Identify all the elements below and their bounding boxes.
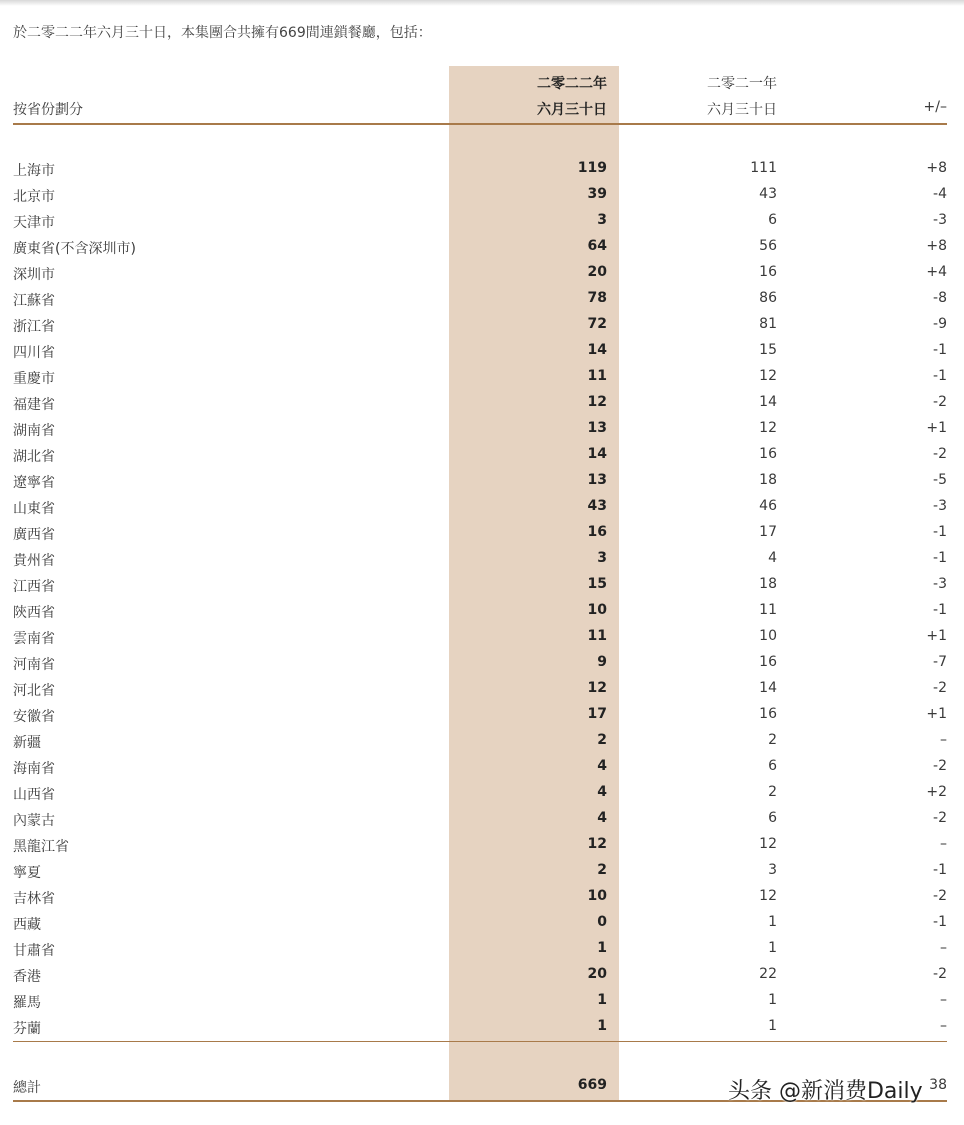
cell-y2021: 43 [759, 186, 777, 202]
cell-region: 山東省 [13, 501, 55, 517]
cell-y2021: 10 [759, 628, 777, 644]
cell-region: 山西省 [13, 787, 55, 803]
table-row [13, 238, 947, 264]
total-change: 38 [929, 1077, 947, 1093]
cell-change: -5 [933, 472, 947, 488]
table-row [13, 732, 947, 758]
cell-region: 廣東省(不含深圳市) [13, 241, 136, 257]
cell-change: -2 [933, 394, 947, 410]
cell-change: -2 [933, 810, 947, 826]
cell-change: +8 [926, 160, 947, 176]
header-2022-line2: 六月三十日 [537, 102, 607, 118]
cell-change: -2 [933, 446, 947, 462]
cell-y2022: 1 [597, 940, 607, 956]
cell-change: -2 [933, 680, 947, 696]
cell-y2021: 6 [768, 758, 777, 774]
cell-change: +1 [926, 420, 947, 436]
cell-y2021: 17 [759, 524, 777, 540]
cell-y2021: 111 [750, 160, 777, 176]
table-row [13, 602, 947, 628]
table-row [13, 992, 947, 1018]
cell-change: -1 [933, 914, 947, 930]
table-row [13, 888, 947, 914]
table-row [13, 160, 947, 186]
cell-y2022: 20 [587, 966, 607, 982]
cell-y2021: 14 [759, 680, 777, 696]
cell-y2022: 4 [597, 810, 607, 826]
table-row [13, 628, 947, 654]
table-row [13, 576, 947, 602]
cell-y2021: 12 [759, 888, 777, 904]
cell-y2021: 14 [759, 394, 777, 410]
table-row [13, 810, 947, 836]
cell-y2022: 1 [597, 1018, 607, 1034]
cell-y2022: 9 [597, 654, 607, 670]
table-row [13, 966, 947, 992]
cell-y2022: 0 [597, 914, 607, 930]
cell-change: – [940, 940, 947, 956]
cell-region: 河北省 [13, 683, 55, 699]
table-row [13, 368, 947, 394]
table-row [13, 472, 947, 498]
cell-y2022: 16 [587, 524, 607, 540]
cell-change: -1 [933, 602, 947, 618]
cell-region: 深圳市 [13, 267, 55, 283]
cell-y2021: 12 [759, 420, 777, 436]
cell-y2022: 3 [597, 212, 607, 228]
cell-y2021: 56 [759, 238, 777, 254]
cell-y2022: 10 [587, 888, 607, 904]
cell-y2022: 11 [587, 628, 607, 644]
table-row [13, 836, 947, 862]
cell-y2022: 15 [587, 576, 607, 592]
cell-change: -9 [933, 316, 947, 332]
cell-y2021: 16 [759, 264, 777, 280]
cell-change: – [940, 732, 947, 748]
cell-region: 河南省 [13, 657, 55, 673]
cell-y2022: 119 [577, 160, 607, 176]
cell-y2021: 12 [759, 836, 777, 852]
cell-y2021: 22 [759, 966, 777, 982]
cell-region: 安徽省 [13, 709, 55, 725]
table-row [13, 420, 947, 446]
table-row [13, 784, 947, 810]
table-row [13, 524, 947, 550]
cell-region: 天津市 [13, 215, 55, 231]
cell-region: 雲南省 [13, 631, 55, 647]
cell-region: 浙江省 [13, 319, 55, 335]
cell-region: 湖北省 [13, 449, 55, 465]
header-region: 按省份劃分 [13, 102, 83, 118]
cell-change: +1 [926, 706, 947, 722]
cell-change: -1 [933, 368, 947, 384]
cell-region: 陝西省 [13, 605, 55, 621]
cell-region: 香港 [13, 969, 41, 985]
cell-y2021: 3 [768, 862, 777, 878]
cell-y2021: 11 [759, 602, 777, 618]
cell-region: 湖南省 [13, 423, 55, 439]
cell-region: 福建省 [13, 397, 55, 413]
cell-y2022: 10 [587, 602, 607, 618]
cell-y2021: 18 [759, 472, 777, 488]
total-2022: 669 [577, 1077, 607, 1093]
cell-y2021: 81 [759, 316, 777, 332]
cell-y2022: 13 [587, 420, 607, 436]
cell-y2022: 14 [587, 446, 607, 462]
cell-y2021: 86 [759, 290, 777, 306]
header-rule [13, 123, 947, 125]
cell-region: 芬蘭 [13, 1021, 41, 1037]
cell-change: +2 [926, 784, 947, 800]
cell-y2021: 4 [768, 550, 777, 566]
cell-y2022: 3 [597, 550, 607, 566]
cell-y2021: 12 [759, 368, 777, 384]
cell-region: 寧夏 [13, 865, 41, 881]
cell-y2022: 12 [587, 680, 607, 696]
cell-change: -2 [933, 888, 947, 904]
cell-y2022: 17 [587, 706, 607, 722]
cell-y2021: 18 [759, 576, 777, 592]
cell-region: 內蒙古 [13, 813, 55, 829]
table-row [13, 550, 947, 576]
cell-y2022: 72 [587, 316, 607, 332]
watermark: 头条 @新消费Daily [728, 1079, 923, 1104]
cell-change: +1 [926, 628, 947, 644]
table-row [13, 862, 947, 888]
table-row [13, 654, 947, 680]
table-row [13, 914, 947, 940]
cell-y2022: 1 [597, 992, 607, 1008]
cell-region: 江蘇省 [13, 293, 55, 309]
cell-y2022: 12 [587, 836, 607, 852]
cell-region: 四川省 [13, 345, 55, 361]
cell-y2022: 43 [587, 498, 607, 514]
cell-y2022: 64 [587, 238, 607, 254]
cell-change: – [940, 1018, 947, 1034]
cell-region: 江西省 [13, 579, 55, 595]
cell-y2022: 13 [587, 472, 607, 488]
cell-change: -4 [933, 186, 947, 202]
cell-region: 黑龍江省 [13, 839, 69, 855]
cell-change: – [940, 992, 947, 1008]
table-row [13, 706, 947, 732]
table-row [13, 186, 947, 212]
cell-region: 北京市 [13, 189, 55, 205]
table-row [13, 264, 947, 290]
cell-change: -1 [933, 862, 947, 878]
table-row [13, 290, 947, 316]
header-2022-line1: 二零二二年 [537, 76, 607, 92]
table-row [13, 212, 947, 238]
cell-change: -1 [933, 342, 947, 358]
cell-y2021: 1 [768, 992, 777, 1008]
cell-region: 西藏 [13, 917, 41, 933]
table-row [13, 316, 947, 342]
cell-change: -3 [933, 576, 947, 592]
total-label: 總計 [13, 1080, 41, 1096]
cell-y2021: 1 [768, 940, 777, 956]
cell-y2021: 6 [768, 810, 777, 826]
table-row [13, 498, 947, 524]
cell-change: -7 [933, 654, 947, 670]
cell-change: – [940, 836, 947, 852]
cell-region: 吉林省 [13, 891, 55, 907]
cell-change: -3 [933, 498, 947, 514]
cell-y2021: 16 [759, 706, 777, 722]
table-row [13, 680, 947, 706]
cell-change: -1 [933, 524, 947, 540]
cell-y2022: 2 [597, 732, 607, 748]
cell-change: -2 [933, 966, 947, 982]
table-row [13, 758, 947, 784]
cell-change: +4 [926, 264, 947, 280]
table-row [13, 342, 947, 368]
table-row [13, 940, 947, 966]
cell-y2021: 1 [768, 1018, 777, 1034]
cell-region: 海南省 [13, 761, 55, 777]
top-shadow [0, 0, 964, 6]
header-2021-line2: 六月三十日 [707, 102, 777, 118]
cell-region: 貴州省 [13, 553, 55, 569]
cell-region: 遼寧省 [13, 475, 55, 491]
cell-region: 新疆 [13, 735, 41, 751]
cell-region: 上海市 [13, 163, 55, 179]
table-row [13, 394, 947, 420]
header-2021-line1: 二零二一年 [707, 76, 777, 92]
cell-y2022: 11 [587, 368, 607, 384]
cell-y2022: 12 [587, 394, 607, 410]
cell-change: -1 [933, 550, 947, 566]
cell-change: -3 [933, 212, 947, 228]
cell-y2021: 46 [759, 498, 777, 514]
cell-y2021: 16 [759, 446, 777, 462]
cell-change: +8 [926, 238, 947, 254]
cell-change: -2 [933, 758, 947, 774]
cell-y2022: 4 [597, 784, 607, 800]
cell-y2021: 2 [768, 784, 777, 800]
cell-y2021: 15 [759, 342, 777, 358]
table-row [13, 446, 947, 472]
cell-y2021: 16 [759, 654, 777, 670]
cell-y2022: 14 [587, 342, 607, 358]
cell-region: 重慶市 [13, 371, 55, 387]
total-rule [13, 1041, 947, 1042]
cell-y2021: 2 [768, 732, 777, 748]
cell-y2022: 39 [587, 186, 607, 202]
header-change: +/– [923, 99, 947, 115]
cell-change: -8 [933, 290, 947, 306]
cell-y2022: 2 [597, 862, 607, 878]
intro-text: 於二零二二年六月三十日，本集團合共擁有669間連鎖餐廳，包括： [13, 25, 432, 41]
cell-y2022: 4 [597, 758, 607, 774]
cell-region: 甘肅省 [13, 943, 55, 959]
cell-y2022: 78 [587, 290, 607, 306]
cell-region: 廣西省 [13, 527, 55, 543]
cell-y2021: 1 [768, 914, 777, 930]
cell-y2021: 6 [768, 212, 777, 228]
cell-y2022: 20 [587, 264, 607, 280]
cell-region: 羅馬 [13, 995, 41, 1011]
